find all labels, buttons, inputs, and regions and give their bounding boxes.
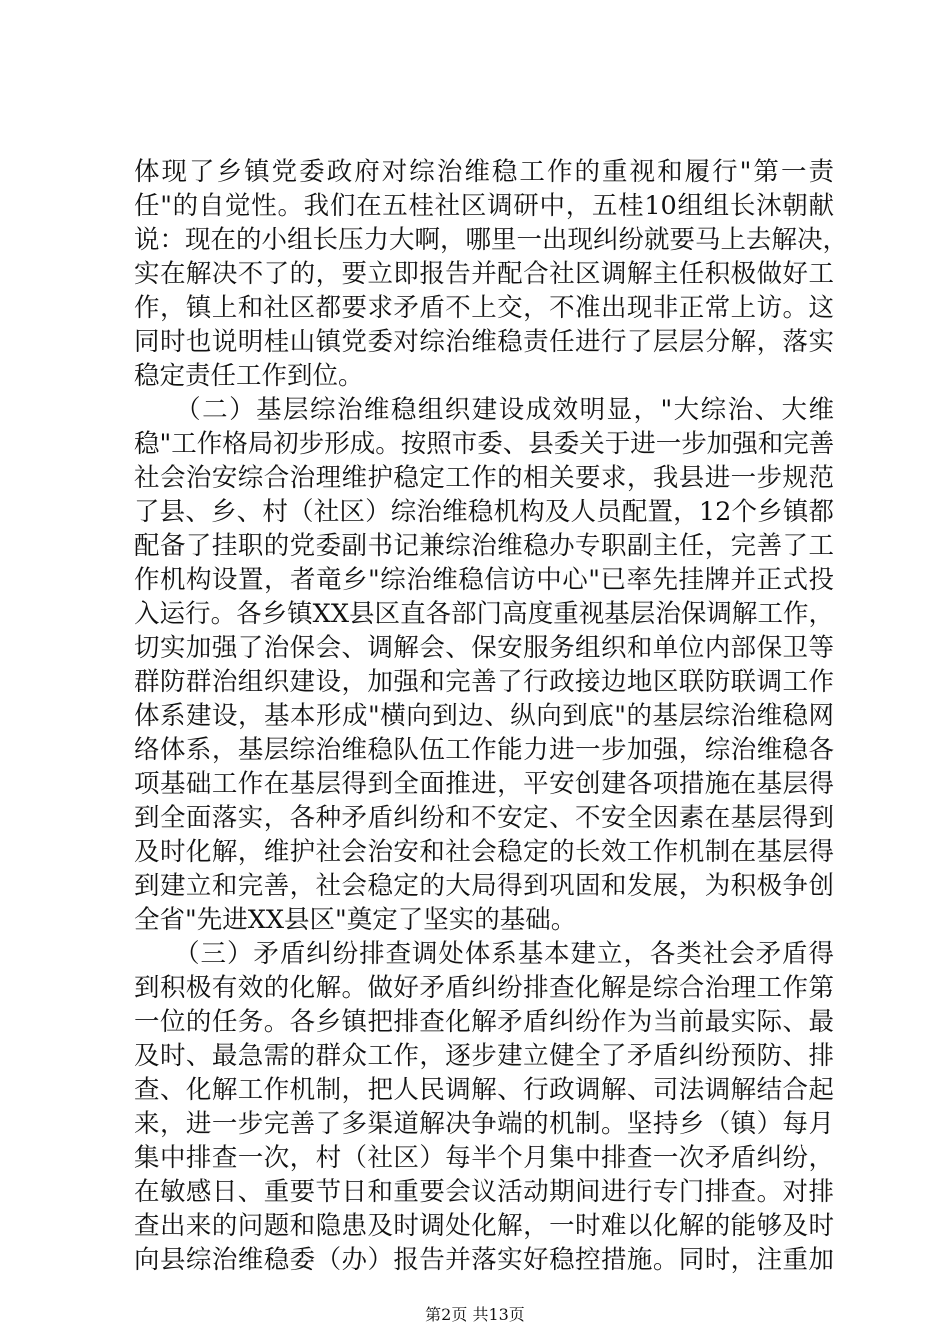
text-line: （二）基层综治维稳组织建设成效明显，"大综治、大维 — [134, 395, 834, 425]
text-line: 稳"工作格局初步形成。按照市委、县委关于进一步加强和完善 — [134, 429, 835, 459]
text-line: 络体系，基层综治维稳队伍工作能力进一步加强，综治维稳各 — [134, 735, 834, 765]
text-line: 向县综治维稳委（办）报告并落实好稳控措施。同时，注重加 — [134, 1245, 834, 1275]
text-line: 作机构设置，者竜乡"综治维稳信访中心"已率先挂牌并正式投 — [134, 565, 834, 595]
text-line: 到积极有效的化解。做好矛盾纠纷排查化解是综合治理工作第 — [134, 973, 834, 1003]
text-line: 任"的自觉性。我们在五桂社区调研中，五桂10组组长沐朝献 — [134, 191, 834, 221]
body-text — [134, 155, 849, 1277]
text-line: 了县、乡、村（社区）综治维稳机构及人员配置，12个乡镇都 — [134, 497, 834, 527]
text-line: 说：现在的小组长压力大啊，哪里一出现纠纷就要马上去解决， — [134, 225, 849, 255]
text-line: 体现了乡镇党委政府对综治维稳工作的重视和履行"第一责 — [134, 157, 834, 187]
text-line: 到全面落实，各种矛盾纠纷和不安定、不安全因素在基层得到 — [134, 803, 834, 833]
text-line: 群防群治组织建设，加强和完善了行政接边地区联防联调工作 — [134, 667, 834, 697]
text-line: 同时也说明桂山镇党委对综治维稳责任进行了层层分解，落实 — [134, 327, 834, 357]
text-line: （三）矛盾纠纷排查调处体系基本建立，各类社会矛盾得 — [134, 939, 834, 969]
text-line: 全省"先进XX县区"奠定了坚实的基础。 — [134, 905, 577, 935]
page-footer: 第2页 共13页 — [425, 1305, 525, 1324]
text-line: 项基础工作在基层得到全面推进，平安创建各项措施在基层得 — [134, 769, 834, 799]
text-line: 社会治安综合治理维护稳定工作的相关要求，我县进一步规范 — [134, 463, 834, 493]
text-line: 稳定责任工作到位。 — [134, 361, 364, 391]
text-line: 来，进一步完善了多渠道解决争端的机制。坚持乡（镇）每月 — [134, 1109, 834, 1139]
text-line: 切实加强了治保会、调解会、保安服务组织和单位内部保卫等 — [134, 633, 834, 663]
text-line: 查出来的问题和隐患及时调处化解，一时难以化解的能够及时 — [134, 1211, 834, 1241]
text-line: 配备了挂职的党委副书记兼综治维稳办专职副主任，完善了工 — [134, 531, 834, 561]
text-line: 实在解决不了的，要立即报告并配合社区调解主任积极做好工 — [134, 259, 834, 289]
text-line: 入运行。各乡镇XX县区直各部门高度重视基层治保调解工作， — [134, 599, 834, 629]
text-line: 及时化解，维护社会治安和社会稳定的长效工作机制在基层得 — [134, 837, 834, 867]
text-line: 在敏感日、重要节日和重要会议活动期间进行专门排查。对排 — [134, 1177, 834, 1207]
text-line: 到建立和完善，社会稳定的大局得到巩固和发展，为积极争创 — [134, 871, 834, 901]
text-line: 体系建设，基本形成"横向到边、纵向到底"的基层综治维稳网 — [134, 701, 834, 731]
text-line: 作，镇上和社区都要求矛盾不上交，不准出现非正常上访。这 — [134, 293, 834, 323]
text-line: 查、化解工作机制，把人民调解、行政调解、司法调解结合起 — [134, 1075, 834, 1105]
text-line: 及时、最急需的群众工作，逐步建立健全了矛盾纠纷预防、排 — [134, 1041, 834, 1071]
text-line: 集中排查一次，村（社区）每半个月集中排查一次矛盾纠纷， — [134, 1143, 834, 1173]
text-line: 一位的任务。各乡镇把排查化解矛盾纠纷作为当前最实际、最 — [134, 1007, 834, 1037]
